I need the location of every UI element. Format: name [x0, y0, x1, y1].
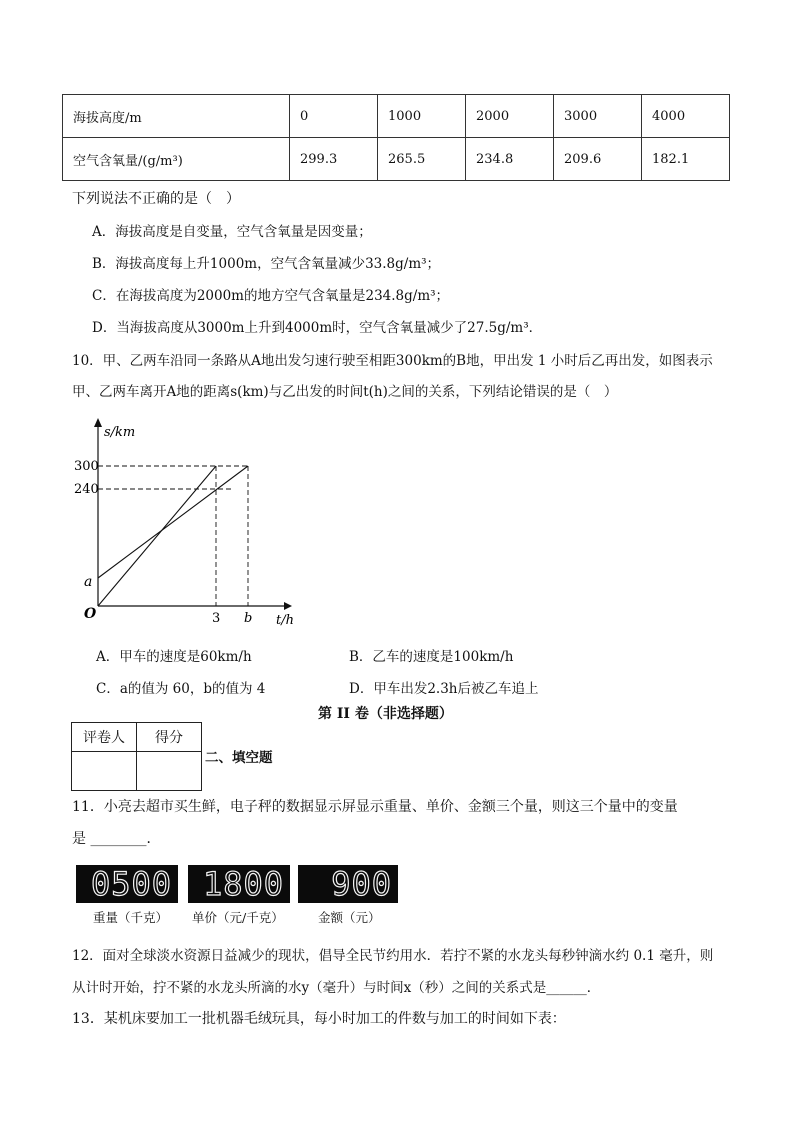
part-heading: 二、填空题 [205, 750, 273, 766]
y-axis-label: s/km [104, 425, 136, 440]
q12-line1: 12．面对全球淡水资源日益减少的现状，倡导全民节约用水．若拧不紧的水龙头每秒钟滴水约 0.1 毫升，则 [72, 948, 714, 964]
scorer-box [71, 722, 202, 791]
price-digits: 1800 [202, 865, 284, 903]
weight-display [76, 865, 178, 903]
scorer-label: 评卷人 [72, 723, 137, 752]
y-axis-arrow-icon [94, 418, 102, 427]
q9-option-d: D．当海拔高度从3000m上升到4000m时，空气含氧量减少了27.5g/m³． [92, 320, 543, 336]
q11-line2: 是 ________． [72, 831, 161, 847]
table-cell: 299.3 [290, 138, 378, 181]
car-yi-line [98, 466, 216, 606]
weight-digits: 0500 [90, 865, 172, 903]
table-cell: 0 [290, 95, 378, 138]
table-cell: 209.6 [554, 138, 642, 181]
table-cell: 234.8 [466, 138, 554, 181]
amount-display [298, 865, 398, 903]
y-tick-300: 300 [74, 459, 99, 474]
q13-line1: 13．某机床要加工一批机器毛绒玩具，每小时加工的件数与加工的时间如下表： [72, 1011, 566, 1027]
q9-option-a: A．海拔高度是自变量，空气含氧量是因变量； [92, 224, 372, 240]
scorer-cell [72, 752, 137, 791]
table-cell: 海拔高度/m [63, 95, 290, 138]
origin-label: O [84, 606, 97, 622]
q10-option-c: C．a的值为 60，b的值为 4 [96, 681, 266, 697]
weight-caption: 重量（千克） [93, 910, 169, 925]
q10-option-b: B．乙车的速度是100km/h [349, 649, 514, 665]
table-cell: 3000 [554, 95, 642, 138]
q9-option-c: C．在海拔高度为2000m的地方空气含氧量是234.8g/m³； [92, 288, 450, 304]
table-cell: 1000 [378, 95, 466, 138]
x-tick-b: b [244, 611, 253, 626]
price-caption: 单价（元/千克） [192, 910, 284, 925]
x-axis-label: t/h [276, 613, 294, 628]
car-jia-line [98, 466, 248, 578]
table-cell: 265.5 [378, 138, 466, 181]
q10-option-a: A．甲车的速度是60km/h [96, 649, 252, 665]
table-row [63, 95, 730, 138]
q10-line1: 10．甲、乙两车沿同一条路从A地出发匀速行驶至相距300km的B地，甲出发 1 小时后乙再出发，如图表示 [72, 353, 713, 369]
score-label: 得分 [137, 723, 202, 752]
score-cell [137, 752, 202, 791]
amount-caption: 金额（元） [318, 910, 381, 925]
x-axis-arrow-icon [284, 602, 292, 610]
altitude-oxygen-table [62, 94, 730, 181]
q10-line2: 甲、乙两车离开A地的距离s(km)与乙出发的时间t(h)之间的关系，下列结论错误的是（ ） [72, 384, 618, 400]
q9-option-b: B．海拔高度每上升1000m，空气含氧量减少33.8g/m³； [92, 256, 441, 272]
table-row [63, 138, 730, 181]
x-tick-3: 3 [212, 611, 221, 626]
q10-option-d: D．甲车出发2.3h后被乙车追上 [349, 681, 539, 697]
table-cell: 182.1 [642, 138, 730, 181]
q12-line2: 从计时开始，拧不紧的水龙头所滴的水y（毫升）与时间x（秒）之间的关系式是______． [72, 980, 601, 996]
amount-digits: 900 [331, 865, 392, 903]
table-cell: 2000 [466, 95, 554, 138]
section-title: 第 II 卷（非选择题） [318, 706, 453, 722]
q9-stem: 下列说法不正确的是（ ） [72, 191, 240, 207]
table-cell: 空气含氧量/(g/m³) [63, 138, 290, 181]
y-tick-a: a [84, 574, 93, 590]
distance-time-graph [60, 410, 310, 635]
price-display [188, 865, 290, 903]
table-cell: 4000 [642, 95, 730, 138]
q11-line1: 11．小亮去超市买生鲜，电子秤的数据显示屏显示重量、单价、金额三个量，则这三个量中的变量 [72, 799, 678, 815]
y-tick-240: 240 [74, 482, 99, 497]
